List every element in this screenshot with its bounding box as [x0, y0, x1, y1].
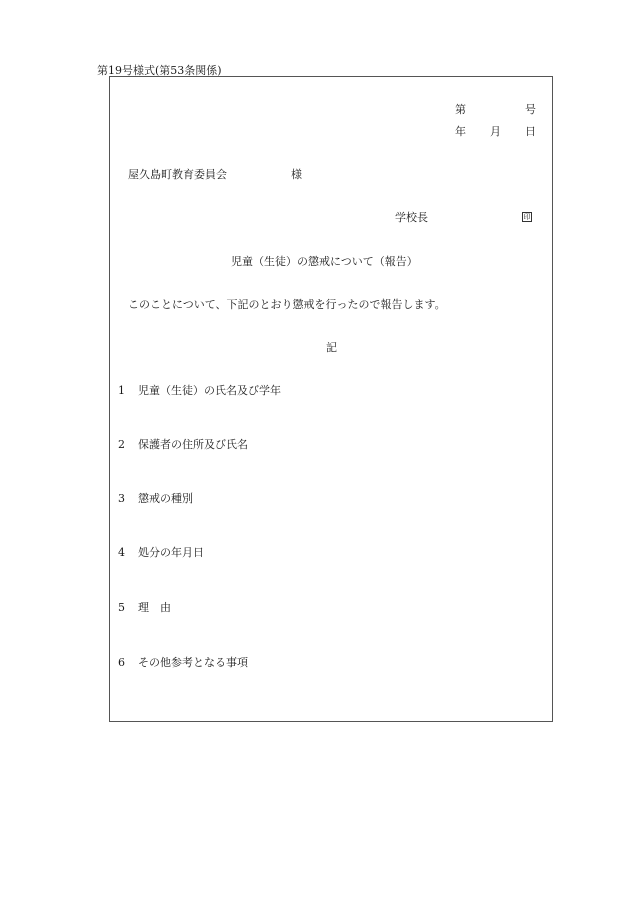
- doc-number-dai: 第: [455, 103, 466, 116]
- seal-mark: 印: [523, 213, 531, 221]
- item-4-number: 4: [118, 546, 125, 559]
- addressee-name: 屋久島町教育委員会: [128, 168, 227, 181]
- item-5-label: 理 由: [138, 601, 171, 614]
- item-5-number: 5: [118, 601, 125, 614]
- item-1-number: 1: [118, 384, 125, 397]
- item-2-label: 保護者の住所及び氏名: [138, 438, 248, 451]
- page-title: 児童（生徒）の懲戒について（報告）: [231, 255, 418, 268]
- item-6-label: その他参考となる事項: [138, 656, 248, 669]
- doc-number-go: 号: [525, 103, 536, 116]
- date-day: 日: [525, 125, 536, 138]
- item-1-label: 児童（生徒）の氏名及び学年: [138, 384, 281, 397]
- addressee-honorific: 様: [291, 168, 302, 181]
- form-number: 第19号様式(第53条関係): [97, 64, 222, 77]
- body-text: このことについて、下記のとおり懲戒を行ったので報告します。: [128, 298, 446, 311]
- date-month: 月: [490, 125, 501, 138]
- date-year: 年: [455, 125, 466, 138]
- item-3-label: 懲戒の種別: [138, 492, 193, 505]
- item-6-number: 6: [118, 656, 125, 669]
- ki-heading: 記: [326, 341, 337, 354]
- item-2-number: 2: [118, 438, 125, 451]
- sender-title: 学校長: [395, 211, 428, 224]
- item-4-label: 処分の年月日: [138, 546, 204, 559]
- item-3-number: 3: [118, 492, 125, 505]
